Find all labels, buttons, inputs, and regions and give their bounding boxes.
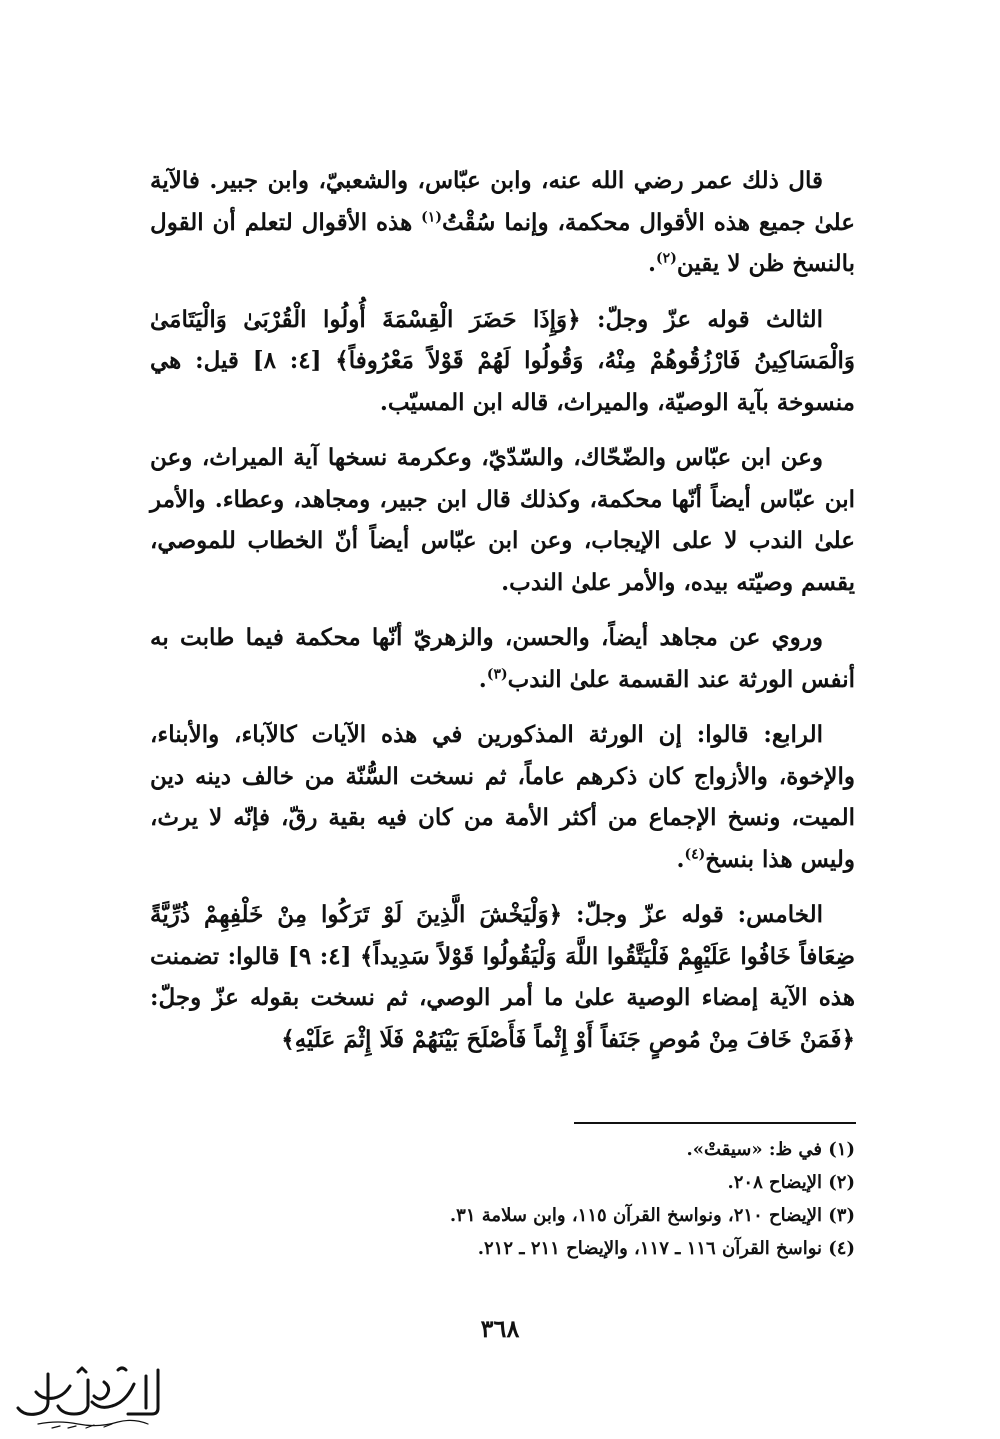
footnotes (150, 1133, 855, 1265)
quran-verse: ﴿وَإِذَا حَضَرَ الْقِسْمَةَ أُولُوا الْقُرْبَىٰ وَالْيَتَامَىٰ وَالْمَسَاكِينُ فَارْزُقُوهُمْ مِنْهُ، وَقُولُوا لَهُمْ قَوْلاً مَعْرُوفاً﴾ (150, 305, 855, 374)
footnote-marker: (٤) (684, 845, 706, 862)
paragraph-text: قالوا: تضمنت هذه الآية إمضاء الوصية علىٰ ما أمر الوصي، ثم نسخت بقوله عزّ وجلّ: (150, 942, 855, 1011)
calligraphy-signature-logo-icon (8, 1362, 173, 1432)
paragraph-text: . (648, 250, 657, 277)
footnote-marker: (٢) (656, 250, 677, 267)
paragraph-text: الخامس: قوله عزّ وجلّ: (562, 901, 823, 928)
paragraph-text: وعن ابن عبّاس والضّحّاك، والسّدّيّ، وعكرمة نسخها آية الميراث، وعن ابن عبّاس أيضاً أنّها محكمة، وكذلك قال ابن جبير، ومجاهد، وعطاء. والأمر علىٰ الندب لا على الإيجاب، وعن ابن عبّاس أيضاً أنّ الخطاب للموصي، يقسم وصيّته بيده، والأمر علىٰ الندب. (150, 444, 855, 596)
paragraph (150, 617, 855, 700)
verse-reference: [٤: ٩] (279, 942, 360, 970)
paragraph-text: الرابع: قالوا: إن الورثة المذكورين في هذه الآيات كالآباء، والأبناء، والإخوة، والأزواج كان ذكرهم عاماً، ثم نسخت السُّنّة من خالف دينه دين الميت، ونسخ الإجماع من أكثر الأمة من كان فيه بقية رقّ، فإنّه لا يرث، وليس هذا بنسخ (150, 721, 855, 873)
footnote-1: (١) في ظ: «سيقتْ». (686, 1139, 855, 1160)
paragraph (150, 714, 855, 880)
footnote-4: (٤) نواسخ القرآن ١١٦ ـ ١١٧، والإيضاح ٢١١ ـ ٢١٢. (477, 1238, 855, 1259)
paragraph (150, 437, 855, 603)
paragraph-text: وروي عن مجاهد أيضاً، والحسن، والزهريّ أنّها محكمة فيما طابت به أنفس الورثة عند القسمة علىٰ الندب (150, 624, 855, 693)
paragraph-text: . (676, 845, 685, 873)
quran-verse: ﴿وَلْيَخْشَ الَّذِينَ لَوْ تَرَكُوا مِنْ خَلْفِهِمْ ذُرِّيَّةً ضِعَافاً خَافُوا عَلَيْهِمْ فَلْيَتَّقُوا اللَّهَ وَلْيَقُولُوا قَوْلاً سَدِيداً﴾ (150, 901, 856, 970)
paragraph-text: قال ذلك عمر رضي الله عنه، وابن عبّاس، والشعبيّ، وابن جبير. فالآية علىٰ جميع هذه الأقوال محكمة، وإنما سُقْتُ (150, 167, 855, 236)
footnote-2: (٢) الإيضاح ٢٠٨. (727, 1172, 855, 1193)
footnote-marker: (١) (421, 208, 442, 225)
quran-verse: ﴿فَمَنْ خَافَ مِنْ مُوصٍ جَنَفاً أَوْ إِثْماً فَأَصْلَحَ بَيْنَهُمْ فَلَا إِثْمَ عَلَيْهِ﴾ (281, 1025, 855, 1053)
verse-reference: [٤: ٨] (238, 347, 336, 374)
page-number: ٣٦٨ (480, 1314, 520, 1343)
body-text (150, 160, 855, 1074)
footnote-separator-rule (574, 1122, 856, 1124)
paragraph (150, 894, 855, 1060)
footnote-marker: (٣) (486, 665, 508, 682)
paragraph-text: قيل: هي منسوخة بآية الوصيّة، والميراث، قاله ابن المسيّب. (150, 347, 855, 416)
paragraph-text: الثالث قوله عزّ وجلّ: (580, 305, 823, 333)
paragraph (150, 160, 855, 285)
paragraph (150, 299, 855, 424)
paragraph-text: . (478, 665, 487, 693)
footnote-3: (٣) الإيضاح ٢١٠، ونواسخ القرآن ١١٥، وابن سلامة ٣١. (449, 1205, 855, 1226)
paragraph-text: هذه الأقوال لتعلم أن القول بالنسخ ظن لا يقين (150, 208, 855, 277)
